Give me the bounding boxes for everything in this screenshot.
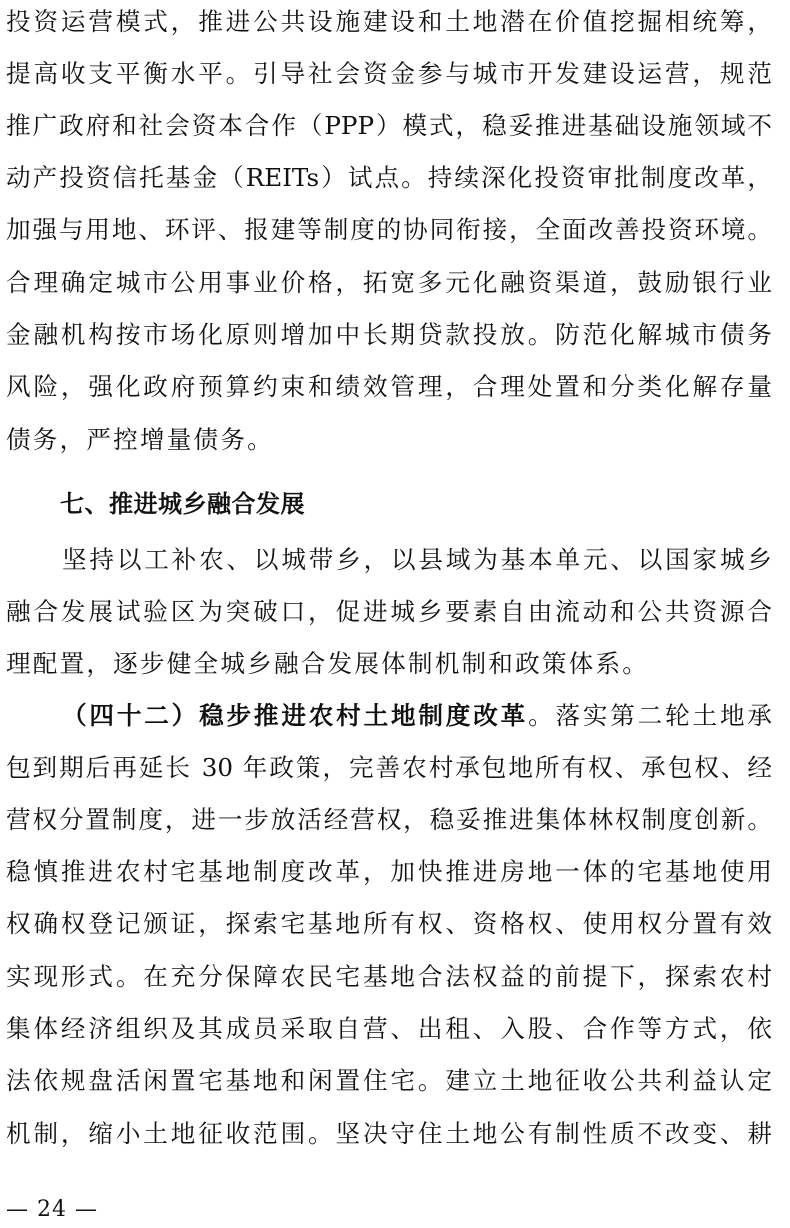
paragraph-3-line-3: 营权分置制度，进一步放活经营权，稳妥推进集体林权制度创新。 xyxy=(6,805,772,834)
page-number: — 24 — xyxy=(6,1197,98,1222)
paragraph-3-line-1 xyxy=(62,694,772,738)
paragraph-1-line-9: 债务，严控增量债务。 xyxy=(6,425,274,454)
paragraph-2-line-3: 理配置，逐步健全城乡融合发展体制机制和政策体系。 xyxy=(6,649,650,678)
paragraph-3-subheading: （四十二）稳步推进农村土地制度改革 xyxy=(62,701,529,730)
paragraph-1-line-1: 投资运营模式，推进公共设施建设和土地潜在价值挖掘相统筹， xyxy=(6,7,772,36)
paragraph-3-line-2: 包到期后再延长 30 年政策，完善农村承包地所有权、承包权、经 xyxy=(6,753,772,782)
paragraph-3-line-5: 权确权登记颁证，探索宅基地所有权、资格权、使用权分置有效 xyxy=(6,909,772,938)
section-heading: 七、推进城乡融合发展 xyxy=(60,490,305,518)
paragraph-3-line-4: 稳慎推进农村宅基地制度改革，加快推进房地一体的宅基地使用 xyxy=(6,857,772,886)
paragraph-1-line-8: 风险，强化政府预算约束和绩效管理，合理处置和分类化解存量 xyxy=(6,372,772,401)
paragraph-1-line-3: 推广政府和社会资本合作（PPP）模式，稳妥推进基础设施领域不 xyxy=(6,111,772,140)
paragraph-1-line-6: 合理确定城市公用事业价格，拓宽多元化融资渠道，鼓励银行业 xyxy=(6,268,772,297)
paragraph-1-line-4: 动产投资信托基金（REITs）试点。持续深化投资审批制度改革， xyxy=(6,163,772,192)
paragraph-1-line-2: 提高收支平衡水平。引导社会资金参与城市开发建设运营，规范 xyxy=(6,59,772,88)
paragraph-3-line-9: 机制，缩小土地征收范围。坚决守住土地公有制性质不改变、耕 xyxy=(6,1119,772,1148)
paragraph-3-line-6: 实现形式。在充分保障农民宅基地合法权益的前提下，探索农村 xyxy=(6,962,772,991)
paragraph-3-line-1-rest: 。落实第二轮土地承 xyxy=(528,701,772,730)
paragraph-2-line-1: 坚持以工补农、以城带乡，以县域为基本单元、以国家城乡 xyxy=(62,545,772,574)
paragraph-3-line-8: 法依规盘活闲置宅基地和闲置住宅。建立土地征收公共利益认定 xyxy=(6,1066,772,1095)
paragraph-3-line-7: 集体经济组织及其成员采取自营、出租、入股、合作等方式，依 xyxy=(6,1014,772,1043)
paragraph-1-line-7: 金融机构按市场化原则增加中长期贷款投放。防范化解城市债务 xyxy=(6,320,772,349)
paragraph-2-line-2: 融合发展试验区为突破口，促进城乡要素自由流动和公共资源合 xyxy=(6,597,772,626)
paragraph-1-line-5: 加强与用地、环评、报建等制度的协同衔接，全面改善投资环境。 xyxy=(6,215,772,244)
